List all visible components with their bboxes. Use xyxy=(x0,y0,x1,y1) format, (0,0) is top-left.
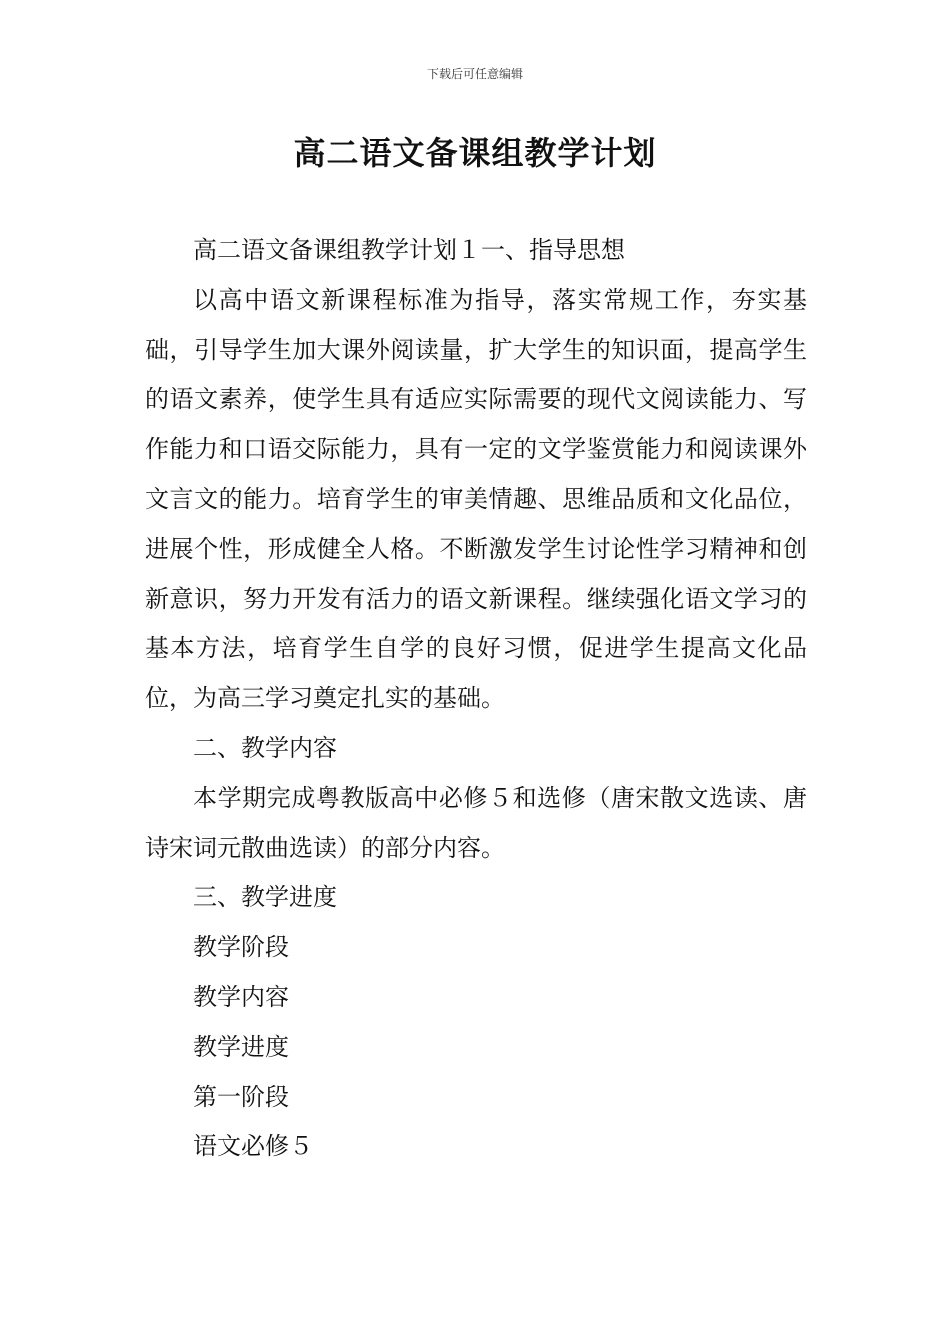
list-item-first-stage: 第一阶段 xyxy=(193,1082,289,1111)
document-title: 高二语文备课组教学计划 xyxy=(293,134,657,172)
list-item-teaching-progress: 教学进度 xyxy=(193,1032,289,1061)
list-item-chinese-compulsory-5: 语文必修５ xyxy=(193,1132,313,1161)
list-item-teaching-stage: 教学阶段 xyxy=(193,933,289,962)
paragraph-teaching-content: 本学期完成粤教版高中必修５和选修（唐宋散文选读、唐诗宋词元散曲选读）的部分内容。 xyxy=(145,783,807,862)
paragraph-heading-guiding-thought: 高二语文备课组教学计划１一、指导思想 xyxy=(193,236,625,264)
header-note: 下载后可任意编辑 xyxy=(426,67,523,81)
document-body xyxy=(145,226,807,1172)
heading-teaching-content: 二、教学内容 xyxy=(193,733,337,762)
paragraph-guiding-thought: 以高中语文新课程标准为指导，落实常规工作，夯实基础，引导学生加大课外阅读量，扩大学生的知识面，提高学生的语文素养，使学生具有适应实际需要的现代文阅读能力、写作能力和口语交际能力，具有一定的文学鉴赏能力和阅读课外文言文的能力。培育学生的审美情趣、思维品质和文化品位，进展个性，形成健全人格。不断激发学生讨论性学习精神和创新意识，努力开发有活力的语文新课程。继续强化语文学习的基本方法，培育学生自学的良好习惯，促进学生提高文化品位，为高三学习奠定扎实的基础。 xyxy=(145,285,807,713)
list-item-teaching-content: 教学内容 xyxy=(193,982,289,1011)
heading-teaching-schedule: 三、教学进度 xyxy=(193,883,337,912)
